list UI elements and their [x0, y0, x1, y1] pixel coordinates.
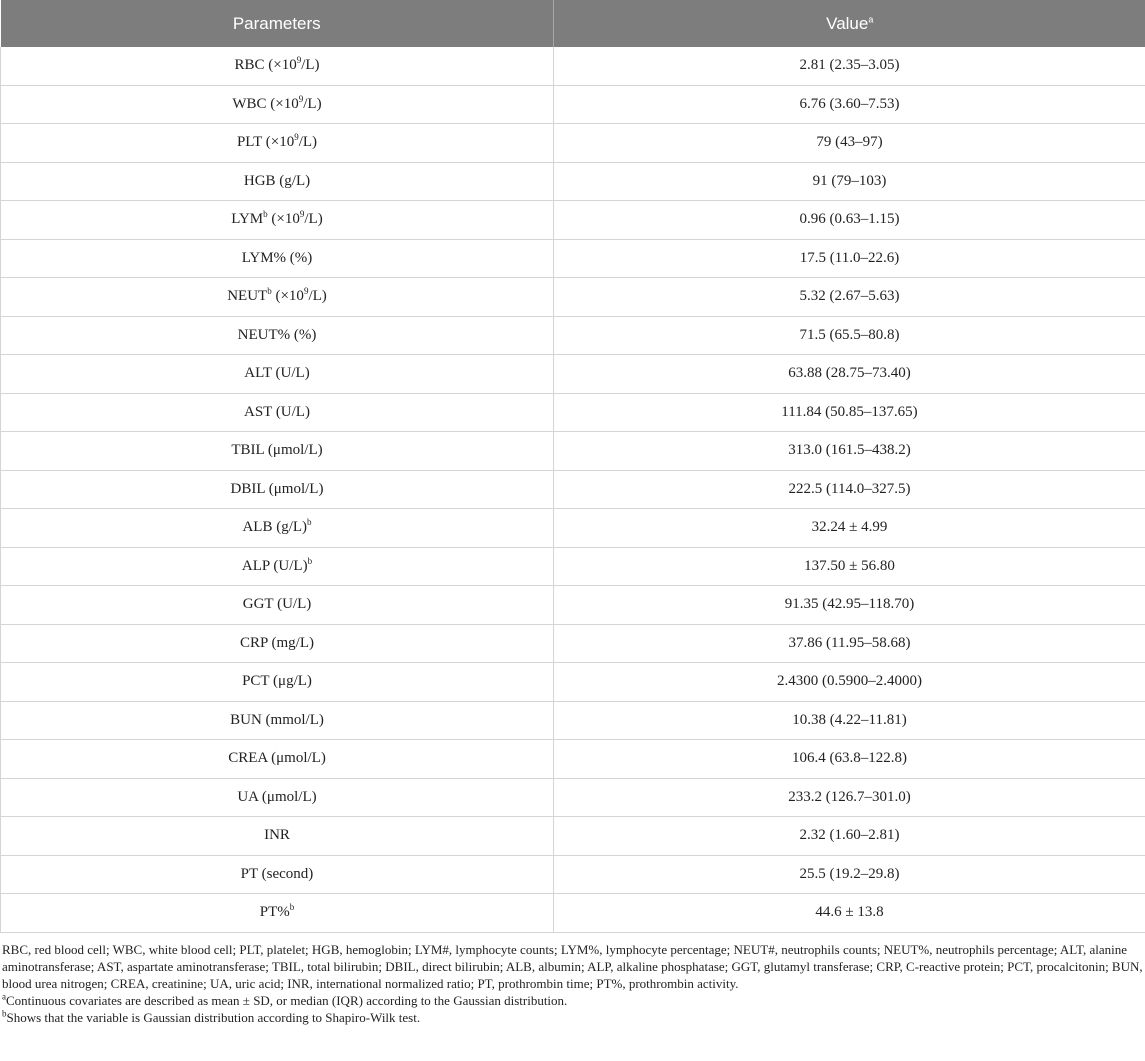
parameter-cell: AST (U/L): [1, 393, 554, 432]
table-row: [1, 124, 1145, 163]
table-row: [1, 201, 1145, 240]
table-row: [1, 316, 1145, 355]
table-row: [1, 278, 1145, 317]
parameter-cell: PLT $(\times 10^9/L)$: [1, 124, 554, 163]
table-row: [1, 355, 1145, 394]
parameter-cell: ALP $(U/L)^b$: [1, 547, 554, 586]
table-row: [1, 393, 1145, 432]
column-header-parameters: Parameters: [1, 0, 554, 47]
value-cell: 2.81 (2.35–3.05): [554, 47, 1145, 85]
value-cell: 44.6 ± 13.8: [554, 894, 1145, 933]
parameter-cell: TBIL (μmol/L): [1, 432, 554, 471]
superscript: 9: [298, 93, 304, 104]
table-row: [1, 47, 1145, 85]
parameter-cell: PCT (μg/L): [1, 663, 554, 702]
parameter-cell: UA (μmol/L): [1, 778, 554, 817]
table-row: [1, 509, 1145, 548]
value-cell: 32.24 ± 4.99: [554, 509, 1145, 548]
table-row: [1, 740, 1145, 779]
table-body: [1, 47, 1145, 932]
value-cell: 6.76 (3.60–7.53): [554, 85, 1145, 124]
table-row: [1, 624, 1145, 663]
value-cell: 111.84 (50.85–137.65): [554, 393, 1145, 432]
value-cell: 137.50 ± 56.80: [554, 547, 1145, 586]
parameter-cell: PT (second): [1, 855, 554, 894]
superscript: 9: [294, 132, 299, 143]
value-cell: 106.4 (63.8–122.8): [554, 740, 1145, 779]
parameter-cell: ALB $(g/L)^b$: [1, 509, 554, 548]
table-row: [1, 778, 1145, 817]
superscript: b: [267, 286, 272, 297]
superscript: b: [307, 517, 312, 528]
table-row: [1, 547, 1145, 586]
parameter-cell: NEUT% (%): [1, 316, 554, 355]
value-cell: 313.0 (161.5–438.2): [554, 432, 1145, 471]
value-cell: 0.96 (0.63–1.15): [554, 201, 1145, 240]
table-row: [1, 663, 1145, 702]
value-cell: 91 (79–103): [554, 162, 1145, 201]
table-row: [1, 470, 1145, 509]
table-row: [1, 701, 1145, 740]
superscript: b: [263, 209, 268, 220]
parameter-cell: LYM% (%): [1, 239, 554, 278]
parameter-cell: INR: [1, 817, 554, 856]
parameter-cell: GGT (U/L): [1, 586, 554, 625]
value-cell: 10.38 (4.22–11.81): [554, 701, 1145, 740]
parameter-cell: CRP (mg/L): [1, 624, 554, 663]
table-row: [1, 817, 1145, 856]
table-row: [1, 239, 1145, 278]
value-cell: 233.2 (126.7–301.0): [554, 778, 1145, 817]
value-cell: 5.32 (2.67–5.63): [554, 278, 1145, 317]
table-row: [1, 432, 1145, 471]
footnote-marker: a: [868, 13, 874, 24]
abbreviations-note: RBC, red blood cell; WBC, white blood cell; PLT, platelet; HGB, hemoglobin; LYM#, lymphocyte counts; LYM%, lymphocyte percentage; NEUT#, neutrophils counts; NEUT%, neutrophils percentage; ALT, alanine aminotransferase; AST, aspartate aminotransferase; TBIL, total bilirubin; DBIL, direct bilirubin; ALB, albumin; ALP, alkaline phosphatase; GGT, glutamyl transferase; CRP, C-reactive protein; PCT, procalcitonin; BUN, blood urea nitrogen; CREA, creatinine; UA, uric acid; INR, international normalized ratio; PT, prothrombin time; PT%, prothrombin activity.: [2, 941, 1143, 991]
column-header-value: Value$^a$: [554, 0, 1145, 47]
table-row: [1, 894, 1145, 933]
superscript: 9: [296, 55, 302, 66]
table-row: [1, 162, 1145, 201]
parameter-cell: WBC $(\times 10^9/L)$: [1, 85, 554, 124]
parameter-cell: HGB (g/L): [1, 162, 554, 201]
footnote-b: $^b$Shows that the variable is Gaussian distribution according to Shapiro-Wilk test.: [2, 1008, 421, 1025]
superscript: 9: [303, 286, 309, 297]
table-row: [1, 586, 1145, 625]
value-cell: 79 (43–97): [554, 124, 1145, 163]
parameter-cell: LYM$^b$ $(\times 10^9/L)$: [1, 201, 554, 240]
value-cell: 63.88 (28.75–73.40): [554, 355, 1145, 394]
footnote-b-marker: b: [2, 1008, 7, 1019]
parameter-cell: DBIL (μmol/L): [1, 470, 554, 509]
value-cell: 71.5 (65.5–80.8): [554, 316, 1145, 355]
value-cell: 222.5 (114.0–327.5): [554, 470, 1145, 509]
value-cell: 25.5 (19.2–29.8): [554, 855, 1145, 894]
superscript: b: [307, 555, 313, 566]
table-row: [1, 855, 1145, 894]
parameter-cell: BUN (mmol/L): [1, 701, 554, 740]
parameter-cell: RBC $(\times 10^9/L)$: [1, 47, 554, 85]
value-cell: 91.35 (42.95–118.70): [554, 586, 1145, 625]
footnote-a-marker: a: [2, 991, 6, 1002]
value-cell: 2.4300 (0.5900–2.4000): [554, 663, 1145, 702]
parameter-cell: NEUT$^b$ $(\times 10^9/L)$: [1, 278, 554, 317]
value-cell: 37.86 (11.95–58.68): [554, 624, 1145, 663]
parameter-cell: CREA (μmol/L): [1, 740, 554, 779]
value-cell: 2.32 (1.60–2.81): [554, 817, 1145, 856]
table-header-row: [1, 0, 1145, 47]
superscript: 9: [299, 209, 305, 220]
table-footnotes: [0, 933, 1145, 1026]
superscript: b: [289, 902, 295, 913]
parameter-cell: PT%$^b$: [1, 894, 554, 933]
value-cell: 17.5 (11.0–22.6): [554, 239, 1145, 278]
footnote-a: $^a$Continuous covariates are described as mean ± SD, or median (IQR) according to the Gaussian distribution.: [2, 991, 568, 1008]
table-row: [1, 85, 1145, 124]
parameter-cell: ALT (U/L): [1, 355, 554, 394]
